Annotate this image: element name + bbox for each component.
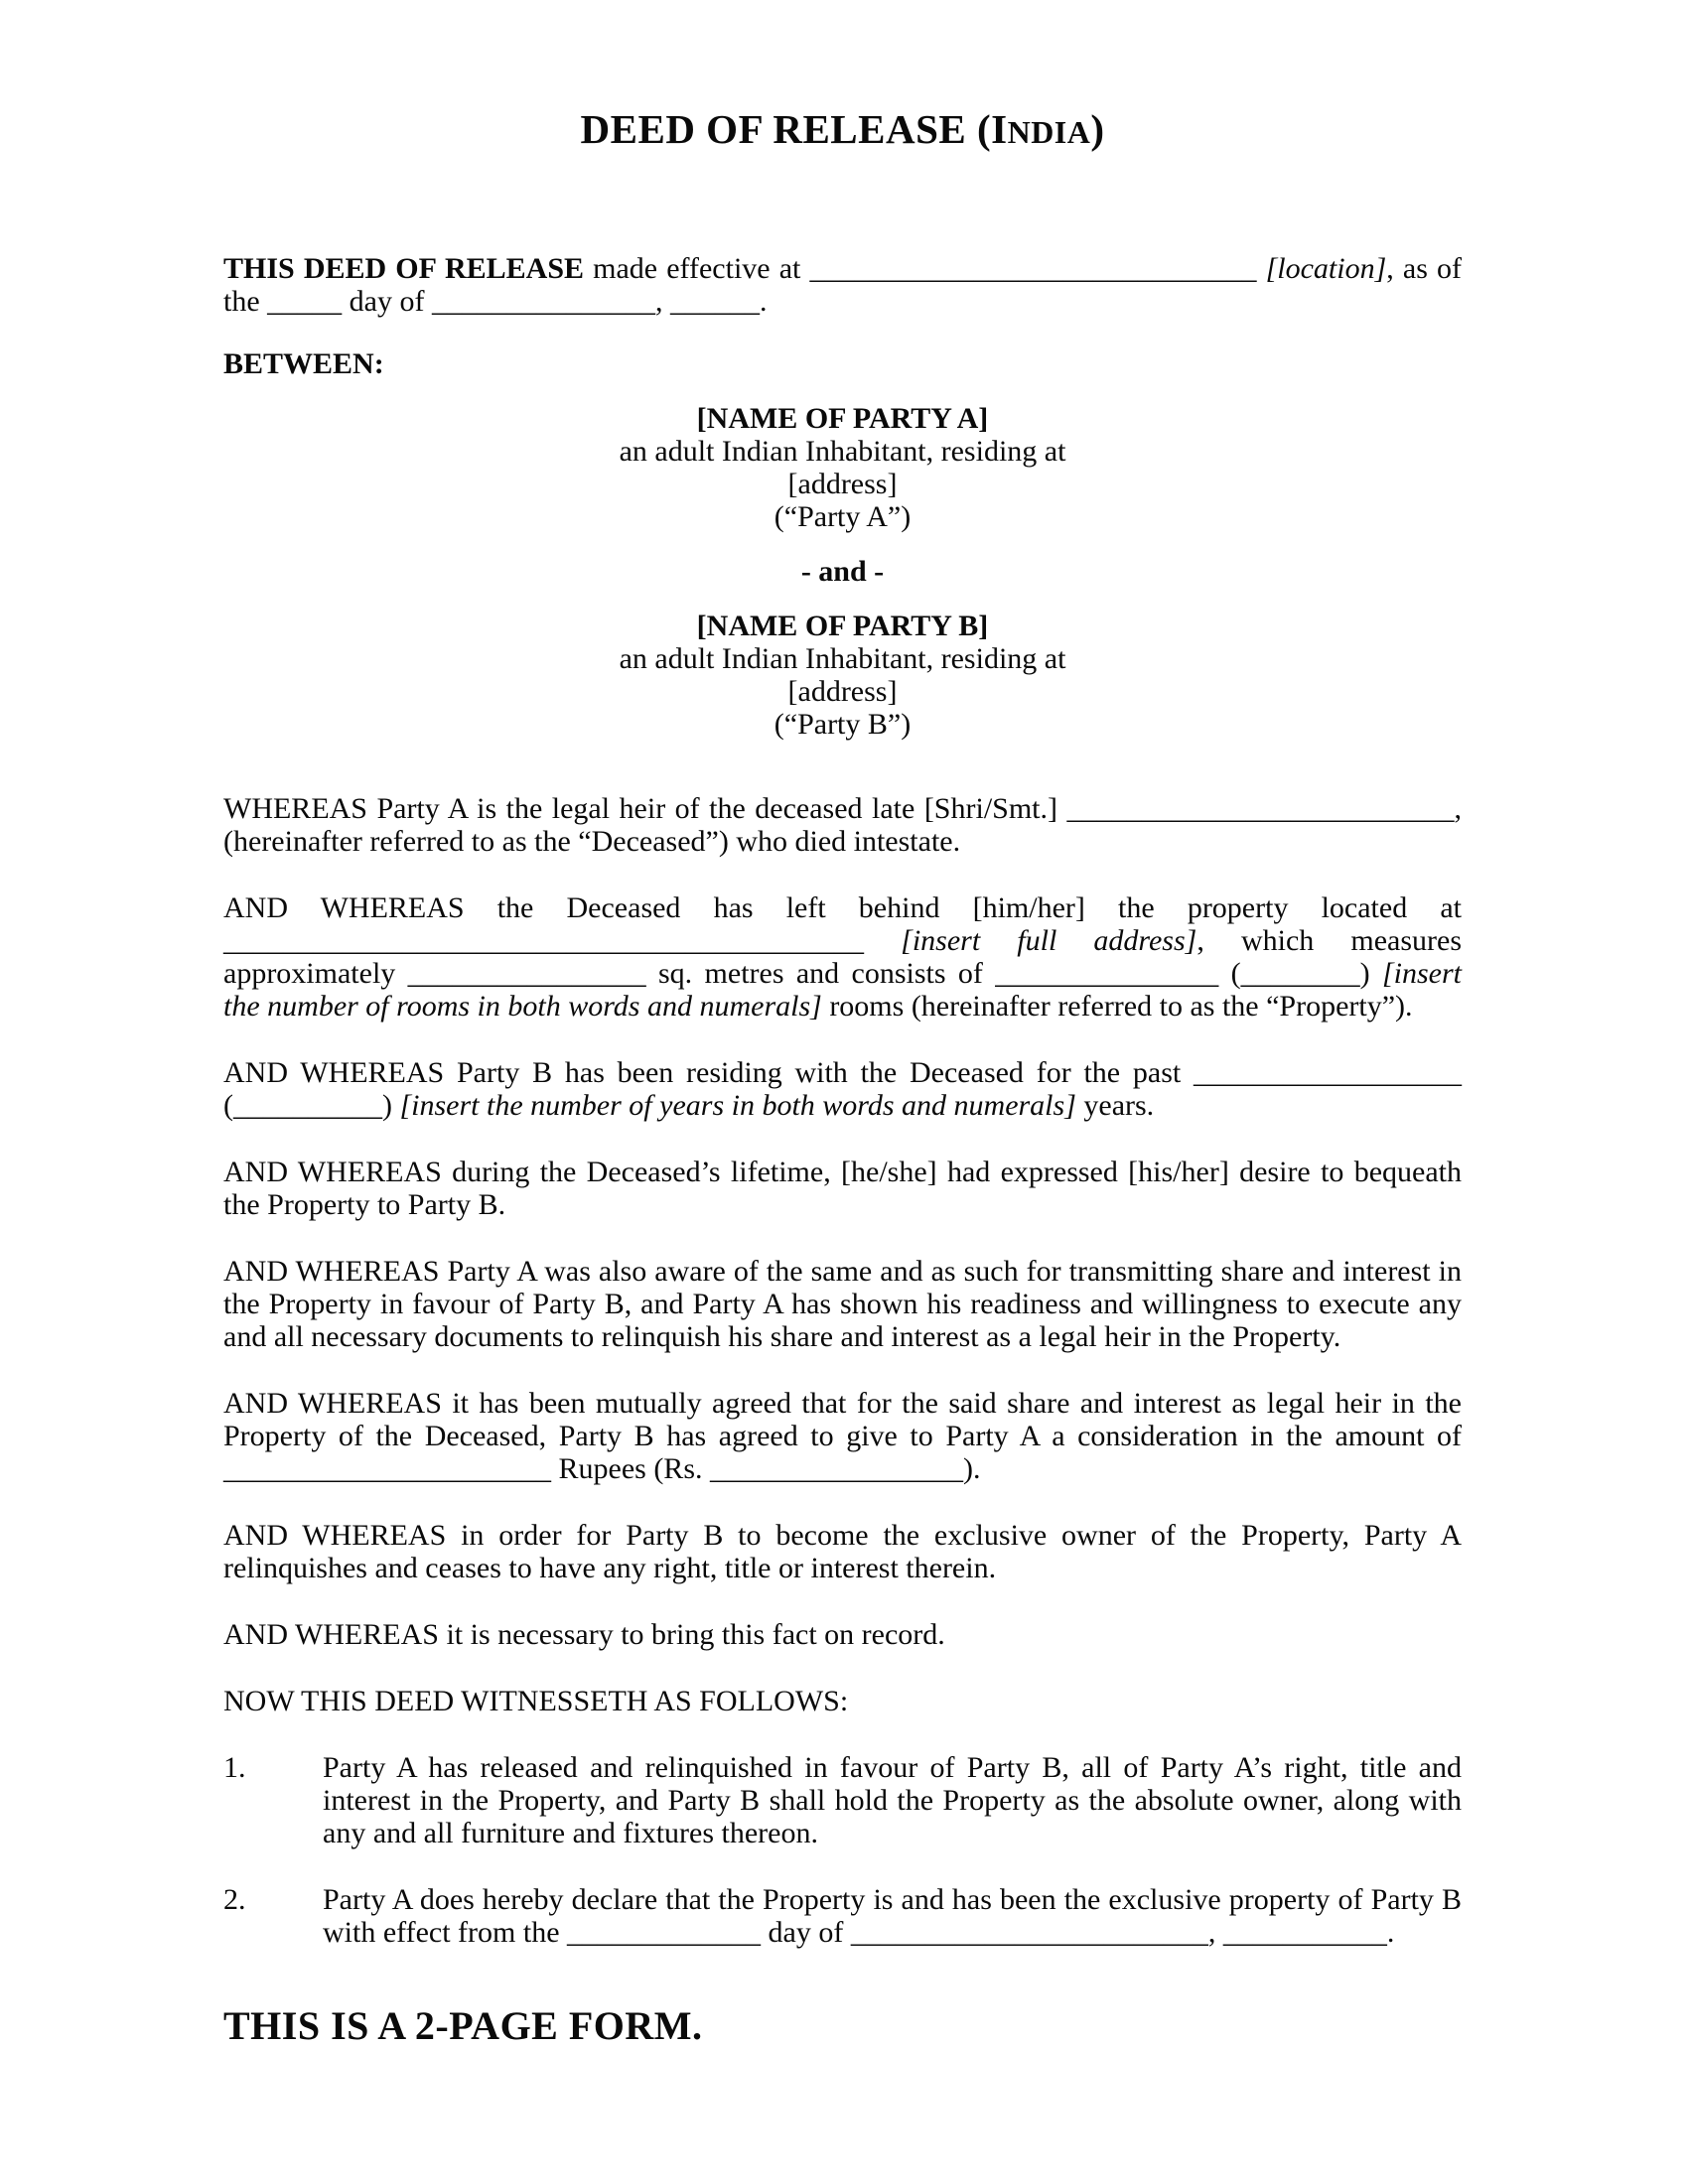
clause-2 bbox=[223, 1883, 1462, 1949]
party-b-residing-line: an adult Indian Inhabitant, residing at bbox=[619, 642, 1066, 675]
between-label: BETWEEN: bbox=[223, 347, 384, 380]
text-run: AND WHEREAS in order for Party B to become the exclusive owner of the Property, Party A relinquishes and ceases to have any right, title or interest therein. bbox=[223, 1519, 1462, 1584]
whereas-paragraph-property bbox=[223, 891, 1462, 1023]
whereas-paragraph-heir bbox=[223, 792, 1462, 858]
party-a-residing-line: an adult Indian Inhabitant, residing at bbox=[619, 435, 1066, 468]
intro-paragraph bbox=[223, 252, 1462, 318]
text-run: [insert the number of rooms in both words and numerals] bbox=[223, 957, 1462, 1023]
text-run: [location] bbox=[1265, 252, 1387, 285]
text-run: , as of the _____ day of _______________, ______. bbox=[223, 252, 1462, 318]
party-a-alias: (“Party A”) bbox=[774, 500, 912, 533]
text-run: AND WHEREAS Party A was also aware of the same and as such for transmitting share and interest in the Property in favour of Party B, and Party A has shown his readiness and willingness to execute any and all necessary documents to relinquish his share and interest as a legal heir in the Property. bbox=[223, 1255, 1462, 1353]
text-run: NDIA bbox=[1007, 115, 1091, 150]
party-a-address-placeholder: [address] bbox=[787, 468, 898, 500]
text-run: years. bbox=[1075, 1089, 1155, 1122]
whereas-paragraph-consideration bbox=[223, 1387, 1462, 1485]
text-run: [insert full address] bbox=[901, 924, 1197, 957]
clause-1-text bbox=[323, 1751, 1462, 1849]
party-b-address-placeholder: [address] bbox=[787, 675, 898, 708]
clause-2-text bbox=[323, 1883, 1462, 1949]
text-run: THIS DEED OF RELEASE bbox=[223, 252, 585, 285]
text-run: made effective at ______________________________ bbox=[584, 252, 1266, 285]
party-b-alias: (“Party B”) bbox=[774, 708, 912, 741]
and-separator: - and - bbox=[800, 555, 885, 588]
text-run: AND WHEREAS it has been mutually agreed that for the said share and interest as legal heir in the Property of the Deceased, Party B has agreed to give to Party A a consideration in the amount of ______________________ Rupees (Rs. _________________). bbox=[223, 1387, 1462, 1485]
clause-1 bbox=[223, 1751, 1462, 1849]
party-a-block bbox=[223, 402, 1462, 533]
text-run: [insert the number of years in both words and numerals] bbox=[399, 1089, 1076, 1122]
text-run: Party A has released and relinquished in favour of Party B, all of Party A’s right, title and interest in the Property, and Party B shall hold the Property as the absolute owner, along with any and all furniture and fixtures thereon. bbox=[323, 1751, 1462, 1849]
text-run: WHEREAS Party A is the legal heir of the deceased late [Shri/Smt.] __________________________, (hereinafter referred to as the “Deceased”) who died intestate. bbox=[223, 792, 1462, 858]
document-title bbox=[223, 104, 1462, 158]
text-run: AND WHEREAS during the Deceased’s lifetime, [he/she] had expressed [his/her] desire to bequeath the Property to Party B. bbox=[223, 1156, 1462, 1221]
two-page-form-note: THIS IS A 2-PAGE FORM. bbox=[223, 2003, 703, 2048]
clause-1-number: 1. bbox=[223, 1751, 246, 1784]
text-run: AND WHEREAS it is necessary to bring this fact on record. bbox=[223, 1618, 945, 1651]
text-run: , which measures approximately ________________ sq. metres and consists of _______________ (________) bbox=[223, 924, 1463, 990]
text-run: AND WHEREAS the Deceased has left behind [him/her] the property located at ___________________________________________ bbox=[223, 891, 1462, 957]
whereas-paragraph-record bbox=[223, 1618, 1462, 1651]
whereas-paragraph-willingness bbox=[223, 1255, 1462, 1353]
text-run: rooms (hereinafter referred to as the “Property”). bbox=[821, 990, 1413, 1023]
party-b-name: [NAME OF PARTY B] bbox=[696, 610, 989, 642]
party-b-block bbox=[223, 610, 1462, 741]
clause-2-number: 2. bbox=[223, 1883, 246, 1916]
party-a-name: [NAME OF PARTY A] bbox=[696, 402, 989, 435]
text-run: DEED OF RELEASE (I bbox=[580, 106, 1008, 152]
text-run: AND WHEREAS Party B has been residing with the Deceased for the past __________________ (__________) bbox=[223, 1056, 1462, 1122]
whereas-paragraph-relinquish bbox=[223, 1519, 1462, 1584]
whereas-paragraph-residing bbox=[223, 1056, 1462, 1122]
witnesseth-line: NOW THIS DEED WITNESSETH AS FOLLOWS: bbox=[223, 1685, 849, 1717]
text-run: ) bbox=[1090, 106, 1105, 152]
whereas-paragraph-bequeath bbox=[223, 1156, 1462, 1221]
text-run: Party A does hereby declare that the Property is and has been the exclusive property of Party B with effect from the _____________ day of ________________________, ___________. bbox=[323, 1883, 1462, 1949]
